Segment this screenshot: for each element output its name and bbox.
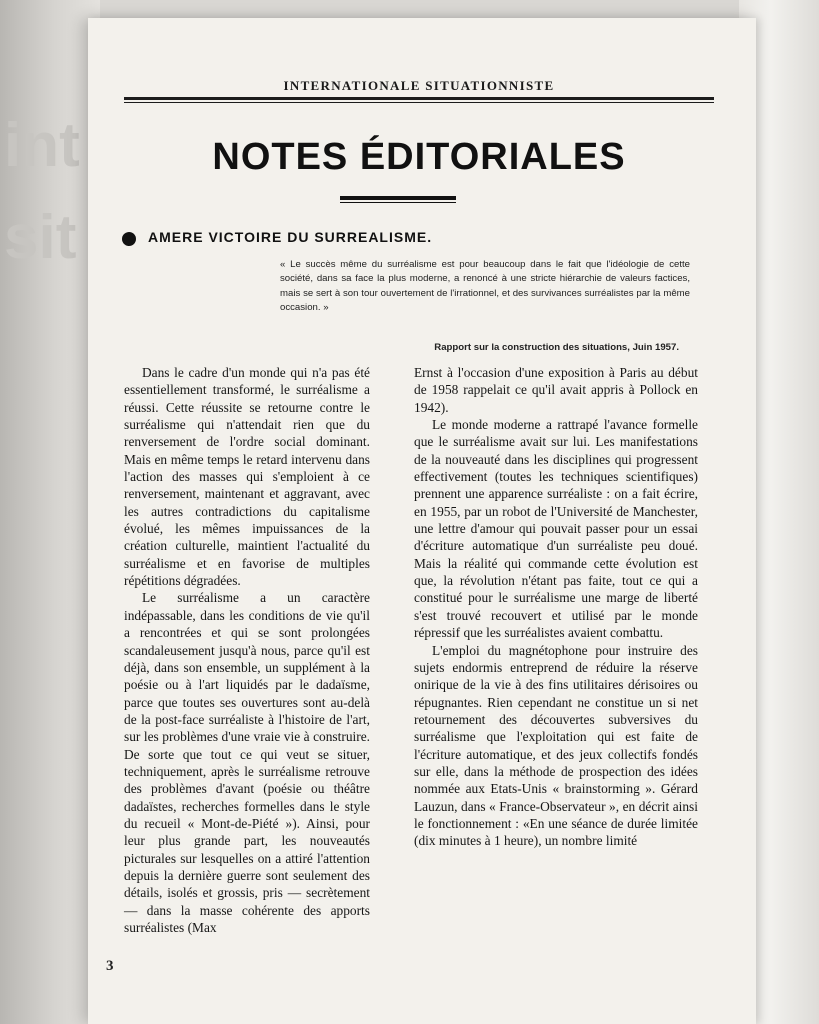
title-underline bbox=[340, 196, 456, 200]
title-underline-thin bbox=[340, 202, 456, 203]
epigraph-source: Rapport sur la construction des situations, Juin 1957. bbox=[434, 342, 679, 353]
facing-page bbox=[0, 0, 100, 1024]
header-rule bbox=[124, 97, 714, 100]
page-title: NOTES ÉDITORIALES bbox=[212, 136, 626, 178]
running-head: INTERNATIONALE SITUATIONNISTE bbox=[283, 78, 555, 93]
right-column bbox=[414, 364, 698, 850]
left-paragraph-2: Le surréalisme a un caractère indépassable, dans les conditions de vie qu'il a rencontrées et qui se sont prolongées scandaleusement jusqu'à nous, parce qu'il est déjà, dans son ensemble, un supplément à la poésie ou à l'art liquidés par le dadaïsme, parce que toutes ses ouvertures sont au-delà de la post-face surréaliste à l'histoire de l'art, sur les problèmes d'une vraie vie à construire. De sorte que tout ce qui veut se situer, techniquement, après le surréalisme retrouve des problèmes d'avant (poésie ou théâtre dadaïstes, recherches formelles dans le style du recueil « Mont-de-Piété »). Ainsi, pour leur plus grande part, les nouveautés picturales sur lesquelles on a attiré l'attention depuis la dernière guerre sont seulement des détails, isolés et grossis, pris — secrètement — dans la masse cohérente des apports surréalistes (Max bbox=[124, 590, 370, 935]
header-rule-thin bbox=[124, 102, 714, 103]
right-paragraph-2: Le monde moderne a rattrapé l'avance formelle que le surréalisme avait sur lui. Les manifestations de la nouveauté dans les disciplines qui progressent effectivement (toutes les techniques scientifiques) prennent une apparence surréaliste : on a fait écrire, en 1955, par un robot de l'Université de Manchester, une lettre d'amour qui pouvait passer pour un essai d'écriture automatique d'un surréaliste peu doué. Mais la réalité qui commande cette évolution est que, la révolution n'étant pas faite, tout ce qui a constitué pour le surréalisme une marge de liberté s'est trouvé recouvert et utilisé par le monde répressif que les surréalistes avaient combattu. bbox=[414, 417, 698, 641]
facing-page-ghost-print: int sit bbox=[4, 111, 80, 272]
section-heading: AMERE VICTOIRE DU SURREALISME. bbox=[148, 229, 433, 245]
right-paragraph-3: L'emploi du magnétophone pour instruire des sujets endormis entreprend de réduire la réserve onirique de la vie à des fins utilitaires dérisoires ou répugnantes. Rien cependant ne constitue un si net retournement des découvertes subversives du surréalisme que l'exploitation qui est faite de l'écriture automatique, et des jeux collectifs fondés sur elle, dans la méthode de prospection des idées nommée aux Etats-Unis « brainstorming ». Gérard Lauzun, dans « France-Observateur », en décrit ainsi le fonctionnement : «En une séance de durée limitée (dix minutes à 1 heure), un nombre limité bbox=[414, 642, 698, 849]
left-column bbox=[124, 364, 370, 936]
left-paragraph-1: Dans le cadre d'un monde qui n'a pas été essentiellement transformé, le surréalisme a réussi. Cette réussite se retourne contre le surréalisme qui n'attendait rien que du renversement de l'ordre social dominant. Mais en même temps le retard intervenu dans l'action des masses qui s'emploient à ce renversement, maintenant et aggravant, avec les autres contradictions du capitalisme évolué, les mêmes impuissances de la création culturelle, maintient l'actualité du surréalisme et en favorise de multiples répétitions dégradées. bbox=[124, 365, 370, 589]
right-paragraph-1: Ernst à l'occasion d'une exposition à Paris au début de 1958 rappelait ce qu'il avait appris à Pollock en 1942). bbox=[414, 365, 698, 415]
bullet-icon bbox=[122, 232, 136, 246]
magazine-page bbox=[88, 18, 756, 1024]
page-number: 3 bbox=[106, 958, 114, 974]
epigraph-quote: « Le succès même du surréalisme est pour beaucoup dans le fait que l'idéologie de cette société, dans sa face la plus moderne, a renoncé à une stricte hiérarchie de valeurs factices, mais se sert à son tour ouvertement de l'irrationnel, et des survivances surréalistes par la même occasion. » bbox=[280, 259, 690, 314]
